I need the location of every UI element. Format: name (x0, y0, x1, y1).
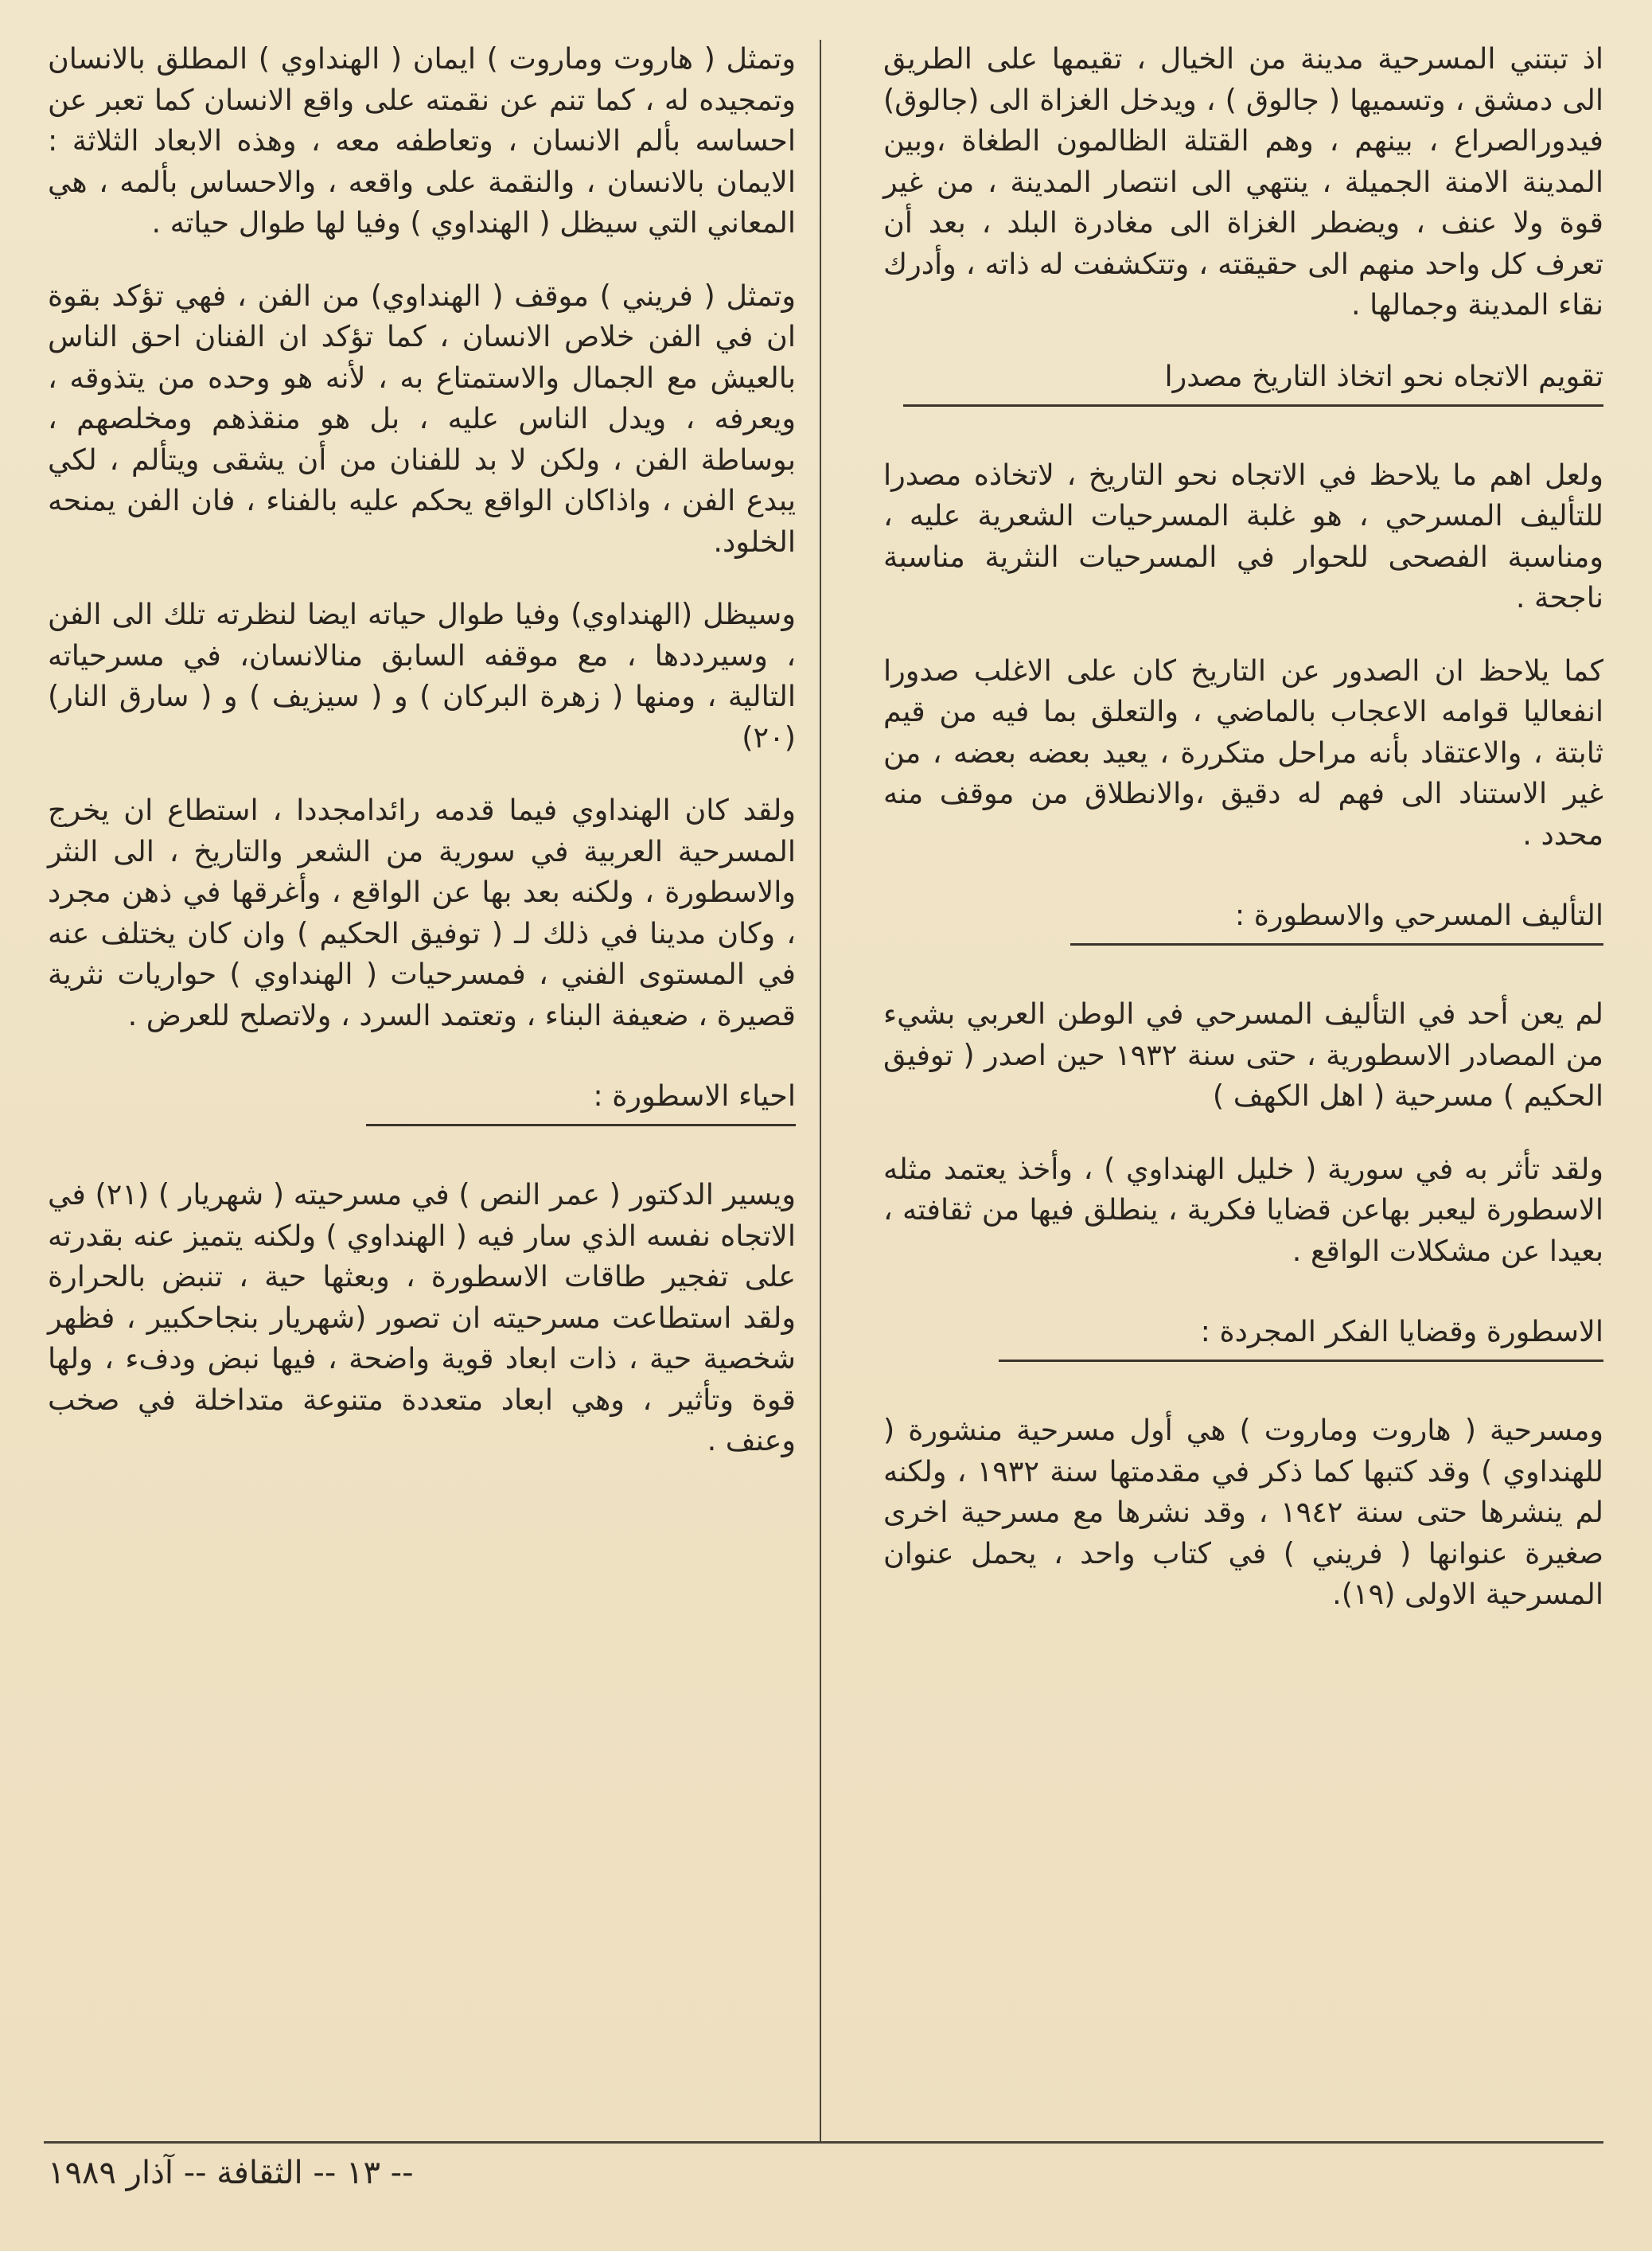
paragraph: اذ تبتني المسرحية مدينة من الخيال ، تقيمها على الطريق الى دمشق ، وتسميها ( جالوق ) ، ويدخل الغزاة الى (جالوق) فيدورالصراع ، بينهم ، وهم القتلة الظالمون الطغاة ،وبين المدينة الامنة الجميلة ، ينتهي الى انتصار المدينة ، من غير قوة ولا عنف ، ويضطر الغزاة الى مغادرة البلد ، بعد أن تعرف كل واحد منهم الى حقيقته ، وتتكشفت له ذاته ، وأدرك نقاء المدينة وجمالها . (883, 41, 1603, 322)
paragraph: ويسير الدكتور ( عمر النص ) في مسرحيته ( شهريار ) (٢١) في الاتجاه نفسه الذي سار فيه ( الهنداوي ) ولكنه يتميز عنه بقدرته على تفجير طاقات الاسطورة ، وبعثها حية ، تنبض بالحرارة ولقد استطاعت مسرحيته ان تصور (شهريار بنجاحكبير ، فظهر شخصية حية ، ذات ابعاد قوية واضحة ، فيها نبض ودفء ، ولها قوة وتأثير ، وهي ابعاد متعددة متنوعة متداخلة في صخب وعنف . (48, 1177, 796, 1457)
paragraph: ولعل اهم ما يلاحظ في الاتجاه نحو التاريخ ، لاتخاذه مصدرا للتأليف المسرحي ، هو غلبة المسرحيات الشعرية عليه ، ومناسبة الفصحى للحوار في المسرحيات النثرية مناسبة ناجحة . (883, 457, 1603, 614)
heading-underline (903, 404, 1603, 407)
section-heading: الاسطورة وقضايا الفكر المجردة : (1200, 1314, 1603, 1348)
section-heading: تقويم الاتجاه نحو اتخاذ التاريخ مصدرا (1164, 358, 1603, 393)
paragraph: كما يلاحظ ان الصدور عن التاريخ كان على الاغلب صدورا انفعاليا قوامه الاعجاب بالماضي ، والتعلق بما فيه من قيم ثابتة ، والاعتقاد بأنه مراحل متكررة ، يعيد بعضه بعضه ، من غير الاستناد الى فهم له دقيق ،والانطلاق من موقف منه محدد . (883, 653, 1603, 852)
heading-underline (1070, 943, 1603, 946)
paragraph: ولقد تأثر به في سورية ( خليل الهنداوي ) ، وأخذ يعتمد مثله الاسطورة ليعبر بهاعن قضايا فكرية ، ينطلق فيها من ثقافته ، بعيدا عن مشكلات الواقع . (883, 1151, 1603, 1268)
page-footer: -- ١٣ -- الثقافة -- آذار ١٩٨٩ (48, 2155, 414, 2191)
paragraph: لم يعن أحد في التأليف المسرحي في الوطن العربي بشيء من المصادر الاسطورية ، حتى سنة ١٩٣٢ حين اصدر ( توفيق الحكيم ) مسرحية ( اهل الكهف ) (883, 997, 1603, 1113)
footer-rule (44, 2141, 1603, 2144)
right-column (883, 32, 1603, 1615)
paragraph: ولقد كان الهنداوي فيما قدمه رائدامجددا ، استطاع ان يخرج المسرحية العربية في سورية من الشعر والتاريخ ، الى النثر والاسطورة ، ولكنه بعد بها عن الواقع ، وأغرقها في ذهن مجرد ، وكان مدينا في ذلك لـ ( توفيق الحكيم ) وان كان يختلف عنه في المستوى الفني ، فمسرحيات ( الهنداوي ) حواريات نثرية قصيرة ، ضعيفة البناء ، وتعتمد السرد ، ولاتصلح للعرض . (48, 793, 796, 1032)
column-divider (820, 40, 821, 2141)
section-heading: التأليف المسرحي والاسطورة : (1234, 898, 1603, 932)
paragraph: وتمثل ( هاروت وماروت ) ايمان ( الهنداوي ) المطلق بالانسان وتمجيده له ، كما تنم عن نقمته على واقع الانسان كما تعبر عن احساسه بألم الانسان ، وتعاطفه معه ، وهذه الابعاد الثلاثة : الايمان بالانسان ، والنقمة على واقعه ، والاحساس بألمه ، هي المعاني التي سيظل ( الهنداوي ) وفيا لها طوال حياته . (48, 41, 796, 240)
heading-underline (366, 1124, 796, 1126)
heading-underline (999, 1360, 1603, 1362)
paragraph: ومسرحية ( هاروت وماروت ) هي أول مسرحية منشورة ( للهنداوي ) وقد كتبها كما ذكر في مقدمتها سنة ١٩٣٢ ، ولكنه لم ينشرها حتى سنة ١٩٤٢ ، وقد نشرها مع مسرحية اخرى صغيرة عنوانها ( فريني ) في كتاب واحد ، يحمل عنوان المسرحية الاولى (١٩). (883, 1413, 1603, 1611)
left-column (48, 32, 796, 1461)
paragraph: وتمثل ( فريني ) موقف ( الهنداوي) من الفن ، فهي تؤكد بقوة ان في الفن خلاص الانسان ، كما تؤكد ان الفنان احق الناس بالعيش مع الجمال والاستمتاع به ، لأنه هو وحده من يتذوقه ، ويعرفه ، ويدل الناس عليه ، بل هو منقذهم ومخلصهم ، بوساطة الفن ، ولكن لا بد للفنان من أن يشقى ويتألم ، لكي يبدع الفن ، واذاكان الواقع يحكم عليه بالفناء ، فان الفن يمنحه الخلود. (48, 278, 796, 559)
section-heading: احياء الاسطورة : (593, 1079, 796, 1113)
paragraph: وسيظل (الهنداوي) وفيا طوال حياته ايضا لنظرته تلك الى الفن ، وسيرددها ، مع موقفه السابق منالانسان، في مسرحياته التالية ، ومنها ( زهرة البركان ) و ( سيزيف ) و ( سارق النار) (٢٠) (48, 597, 796, 755)
